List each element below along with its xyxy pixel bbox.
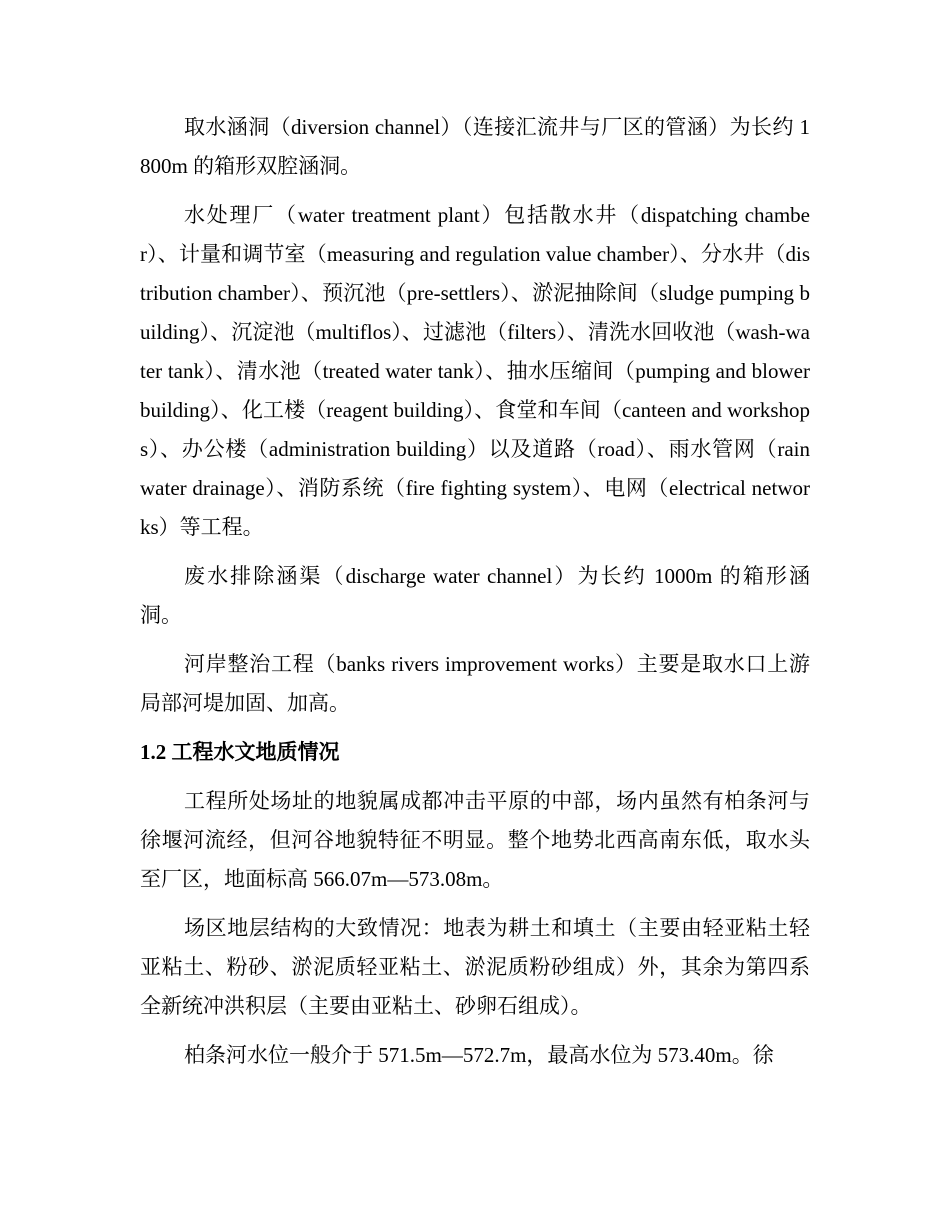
paragraph-discharge-channel: 废水排除涵渠（discharge water channel）为长约 1000m 的箱形涵洞。 [140,564,810,627]
document-page [140,108,810,1075]
paragraph-water-level: 柏条河水位一般介于 571.5m—572.7m，最高水位为 573.40m。徐 [184,1043,774,1067]
paragraph-landform: 工程所处场址的地貌属成都冲击平原的中部，场内虽然有柏条河与徐堰河流经，但河谷地貌特征不明显。整个地势北西高南东低，取水头至厂区，地面标高 566.07m—573.08m。 [140,789,810,891]
paragraph-banks-improvement: 河岸整治工程（banks rivers improvement works）主要是取水口上游局部河堤加固、加高。 [140,652,810,715]
section-heading: 1.2 工程水文地质情况 [140,740,340,764]
paragraph-diversion-channel: 取水涵洞（diversion channel）（连接汇流井与厂区的管涵）为长约 1800m 的箱形双腔涵洞。 [140,115,810,178]
paragraph-water-treatment-plant: 水处理厂（water treatment plant）包括散水井（dispatching chamber）、计量和调节室（measuring and regulation value chamber）、分水井（distribution chamber）、预沉池（pre-settlers）、淤泥抽除间（sludge pumping building）、沉淀池（multiflos）、过滤池（filters）、清洗水回收池（wash-water tank）、清水池（treated water tank）、抽水压缩间（pumping and blower building）、化工楼（reagent building）、食堂和车间（canteen and workshops）、办公楼（administration building）以及道路（road）、雨水管网（rain water drainage）、消防系统（fire fighting system）、电网（electrical networks）等工程。 [140,203,810,539]
paragraph-strata: 场区地层结构的大致情况：地表为耕土和填土（主要由轻亚粘土轻亚粘土、粉砂、淤泥质轻亚粘土、淤泥质粉砂组成）外，其余为第四系全新统冲洪积层（主要由亚粘土、砂卵石组成）。 [140,916,810,1018]
